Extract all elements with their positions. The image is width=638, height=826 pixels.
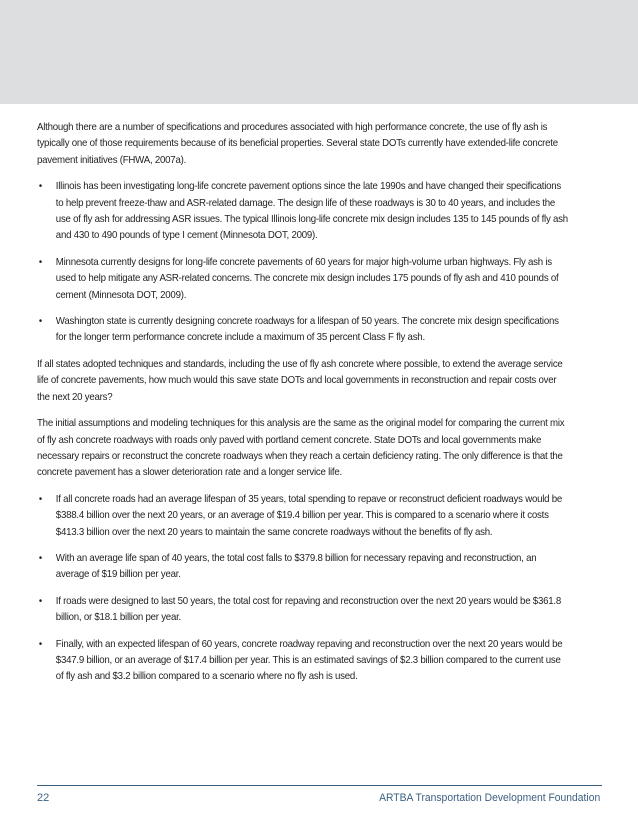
list-item-text: With an average life span of 40 years, the total cost falls to $379.8 billion for necessary repaving and reconstruction, an average of $19 billion per year. [55,552,537,581]
list-item [37,492,568,541]
list-item [37,255,568,304]
page-number: 22 [37,792,50,804]
list-item-text: Minnesota currently designs for long-life concrete pavements of 60 years for major high-volume urban highways. Fly ash is used to help mitigate any ASR-related concerns. The concrete mix design includes 175 pounds of fly ash and 410 pounds of cement (Minnesota DOT, 2009). [55,256,559,301]
bullet-icon: • [38,493,42,505]
assumptions-paragraph: The initial assumptions and modeling techniques for this analysis are the same as the original model for comparing the current mix of fly ash concrete roadways with roads only paved with portland cement concrete. State DOTs and local governments make necessary repairs or reconstruct the concrete roadways when they reach a certain deficiency rating. The only difference is that the concrete pavement has a slower deterioration rate and a longer service life. [37,418,565,479]
list-item-text: If roads were designed to last 50 years, the total cost for repaving and reconstruction over the next 20 years would be $361.8 billion, or $18.1 billion per year. [55,595,562,624]
footer-divider [37,785,602,786]
intro-paragraph: Although there are a number of specifications and procedures associated with high performance concrete, the use of fly ash is typically one of those requirements because of its beneficial properties. Several state DOTs currently have extended-life concrete pavement initiatives (FHWA, 2007a). [37,122,558,166]
bullet-icon: • [38,181,42,193]
bullet-icon: • [38,256,42,268]
list-item-text: If all concrete roads had an average lifespan of 35 years, total spending to repave or reconstruct deficient roadways would be $388.4 billion over the next 20 years, or an average of $19.4 billion per year. This is compared to a scenario where it costs $413.3 billion over the next 20 years to maintain the same concrete roadways without the benefits of fly ash. [55,493,563,538]
list-item [37,179,568,245]
list-item-text: Finally, with an expected lifespan of 60 years, concrete roadway repaving and reconstruction over the next 20 years would be $347.9 billion, or an average of $17.4 billion per year. This is an estimated savings of $2.3 billion compared to the current use of fly ash and $3.2 billion compared to a scenario where no fly ash is used. [55,638,563,683]
bullet-icon: • [38,552,42,564]
list-item [37,637,568,686]
list-item [37,594,568,627]
bullet-icon: • [38,316,42,328]
scenario-list [37,492,568,686]
list-item-text: Illinois has been investigating long-life concrete pavement options since the late 1990s and have changed their specifications to help prevent freeze-thaw and ASR-related damage. The design life of these roadways is 30 to 40 years, and includes the use of fly ash for addressing ASR issues. The typical Illinois long-life concrete mix design includes 135 to 145 pounds of fly ash and 430 to 490 pounds of type I cement (Minnesota DOT, 2009). [55,181,568,242]
question-paragraph: If all states adopted techniques and standards, including the use of fly ash concrete where possible, to extend the average service life of concrete pavements, how much would this save state DOTs and local governments in reconstruction and repair costs over the next 20 years? [37,358,563,403]
footer-publisher: ARTBA Transportation Development Foundation [378,792,600,804]
list-item [37,314,568,347]
page-body [37,120,568,696]
bullet-icon: • [38,595,42,607]
header-band [0,0,638,104]
state-initiatives-list [37,179,568,347]
bullet-icon: • [38,638,42,650]
list-item-text: Washington state is currently designing concrete roadways for a lifespan of 50 years. The concrete mix design specifications for the longer term performance concrete include a maximum of 35 percent Class F fly ash. [55,316,559,344]
list-item [37,551,568,584]
